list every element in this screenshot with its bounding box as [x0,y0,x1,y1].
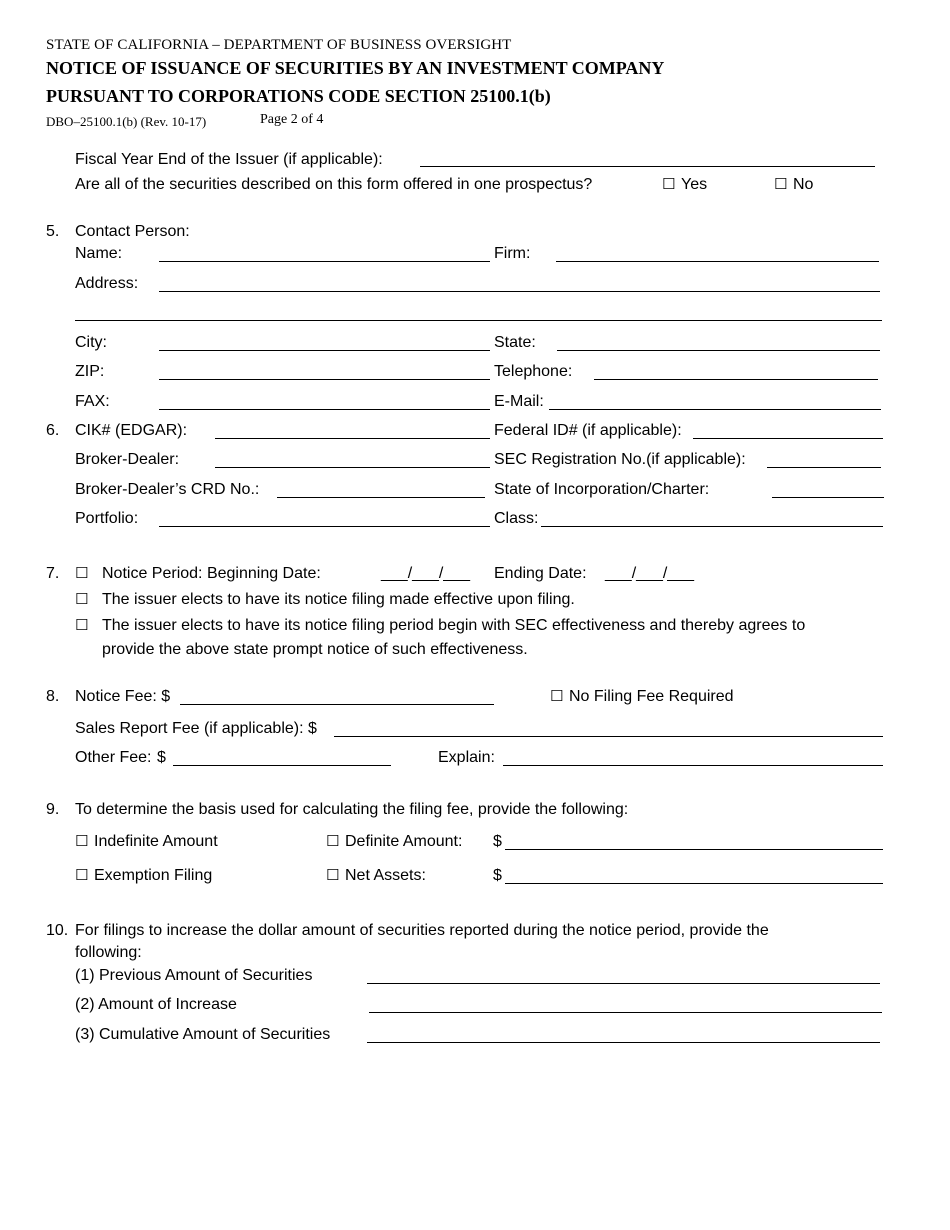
other-fee-dollar: $ [157,749,166,766]
city-label: City: [75,334,107,351]
sec-effectiveness-label-line2: provide the above state prompt notice of such effectiveness. [102,641,528,658]
contact-person-heading: Contact Person: [75,223,190,240]
previous-amount-field[interactable] [367,983,880,984]
amount-increase-label: (2) Amount of Increase [75,996,237,1013]
explain-label: Explain: [438,749,495,766]
sec-effectiveness-checkbox-icon[interactable]: ☐ [75,616,89,634]
state-incorporation-field[interactable] [772,497,884,498]
ending-date-label: Ending Date: [494,565,587,582]
portfolio-label: Portfolio: [75,510,139,527]
increase-instruction-line1: For filings to increase the dollar amount of securities reported during the notice period, provide the [75,922,769,939]
telephone-field[interactable] [594,379,878,380]
exemption-filing-checkbox-icon[interactable]: ☐ [75,866,89,884]
section-6-number: 6. [46,422,60,439]
section-9-number: 9. [46,801,60,818]
firm-field[interactable] [556,261,879,262]
state-label: State: [494,334,536,351]
prospectus-question: Are all of the securities described on this form offered in one prospectus? [75,176,593,193]
portfolio-field[interactable] [159,526,490,527]
net-assets-field[interactable] [505,883,883,884]
zip-label: ZIP: [75,363,105,380]
section-8-number: 8. [46,688,60,705]
definite-amount-dollar: $ [493,833,502,850]
sec-registration-field[interactable] [767,467,881,468]
notice-fee-field[interactable] [180,704,494,705]
definite-amount-field[interactable] [505,849,883,850]
page-number: Page 2 of 4 [260,112,324,127]
sales-report-fee-field[interactable] [334,736,883,737]
no-checkbox-icon[interactable]: ☐ [774,175,788,193]
form-title-line2: PURSUANT TO CORPORATIONS CODE SECTION 25100.1(b) [46,86,551,106]
email-field[interactable] [549,409,881,410]
increase-instruction-line2: following: [75,944,142,961]
email-label: E-Mail: [494,393,544,410]
city-field[interactable] [159,350,490,351]
state-field[interactable] [557,350,880,351]
agency-heading: STATE OF CALIFORNIA – DEPARTMENT OF BUSINESS OVERSIGHT [46,37,512,53]
cumulative-amount-field[interactable] [367,1042,880,1043]
fax-label: FAX: [75,393,110,410]
fee-basis-instruction: To determine the basis used for calculating the filing fee, provide the following: [75,801,629,818]
federal-id-label: Federal ID# (if applicable): [494,422,682,439]
notice-period-label: Notice Period: Beginning Date: [102,565,321,582]
name-label: Name: [75,245,123,262]
previous-amount-label: (1) Previous Amount of Securities [75,967,313,984]
yes-checkbox-icon[interactable]: ☐ [662,175,676,193]
sales-report-fee-label: Sales Report Fee (if applicable): $ [75,720,317,737]
no-fee-checkbox-icon[interactable]: ☐ [550,687,564,705]
ending-date-field[interactable]: ___/___/___ [605,565,694,582]
cik-label: CIK# (EDGAR): [75,422,188,439]
indefinite-amount-checkbox-icon[interactable]: ☐ [75,832,89,850]
no-label: No [793,176,814,193]
notice-fee-label: Notice Fee: $ [75,688,171,705]
notice-period-checkbox-icon[interactable]: ☐ [75,564,89,582]
name-field[interactable] [159,261,490,262]
address-field-line2[interactable] [75,320,882,321]
cik-field[interactable] [215,438,490,439]
amount-increase-field[interactable] [369,1012,882,1013]
class-field[interactable] [541,526,883,527]
federal-id-field[interactable] [693,438,883,439]
section-5-number: 5. [46,223,60,240]
crd-field[interactable] [277,497,485,498]
sec-effectiveness-label-line1: The issuer elects to have its notice filing period begin with SEC effectiveness and thereby agrees to [102,617,806,634]
crd-label: Broker-Dealer’s CRD No.: [75,481,260,498]
yes-label: Yes [681,176,708,193]
state-incorporation-label: State of Incorporation/Charter: [494,481,710,498]
other-fee-field[interactable] [173,765,391,766]
effective-upon-filing-label: The issuer elects to have its notice filing made effective upon filing. [102,591,575,608]
telephone-label: Telephone: [494,363,573,380]
other-fee-label: Other Fee: [75,749,152,766]
definite-amount-checkbox-icon[interactable]: ☐ [326,832,340,850]
form-number: DBO–25100.1(b) (Rev. 10-17) [46,114,207,129]
firm-label: Firm: [494,245,531,262]
fax-field[interactable] [159,409,490,410]
section-10-number: 10. [46,922,69,939]
indefinite-amount-label: Indefinite Amount [94,833,218,850]
definite-amount-label: Definite Amount: [345,833,463,850]
effective-upon-filing-checkbox-icon[interactable]: ☐ [75,590,89,608]
net-assets-dollar: $ [493,867,502,884]
zip-field[interactable] [159,379,490,380]
beginning-date-field[interactable]: ___/___/___ [381,565,470,582]
cumulative-amount-label: (3) Cumulative Amount of Securities [75,1026,331,1043]
address-label: Address: [75,275,139,292]
form-title-line1: NOTICE OF ISSUANCE OF SECURITIES BY AN INVESTMENT COMPANY [46,58,665,78]
no-fee-label: No Filing Fee Required [569,688,734,705]
net-assets-label: Net Assets: [345,867,426,884]
fiscal-year-field[interactable] [420,166,875,167]
broker-dealer-field[interactable] [215,467,490,468]
broker-dealer-label: Broker-Dealer: [75,451,180,468]
section-7-number: 7. [46,565,60,582]
sec-registration-label: SEC Registration No.(if applicable): [494,451,746,468]
explain-field[interactable] [503,765,883,766]
class-label: Class: [494,510,539,527]
net-assets-checkbox-icon[interactable]: ☐ [326,866,340,884]
exemption-filing-label: Exemption Filing [94,867,213,884]
address-field-line1[interactable] [159,291,880,292]
fiscal-year-label: Fiscal Year End of the Issuer (if applicable): [75,151,383,168]
